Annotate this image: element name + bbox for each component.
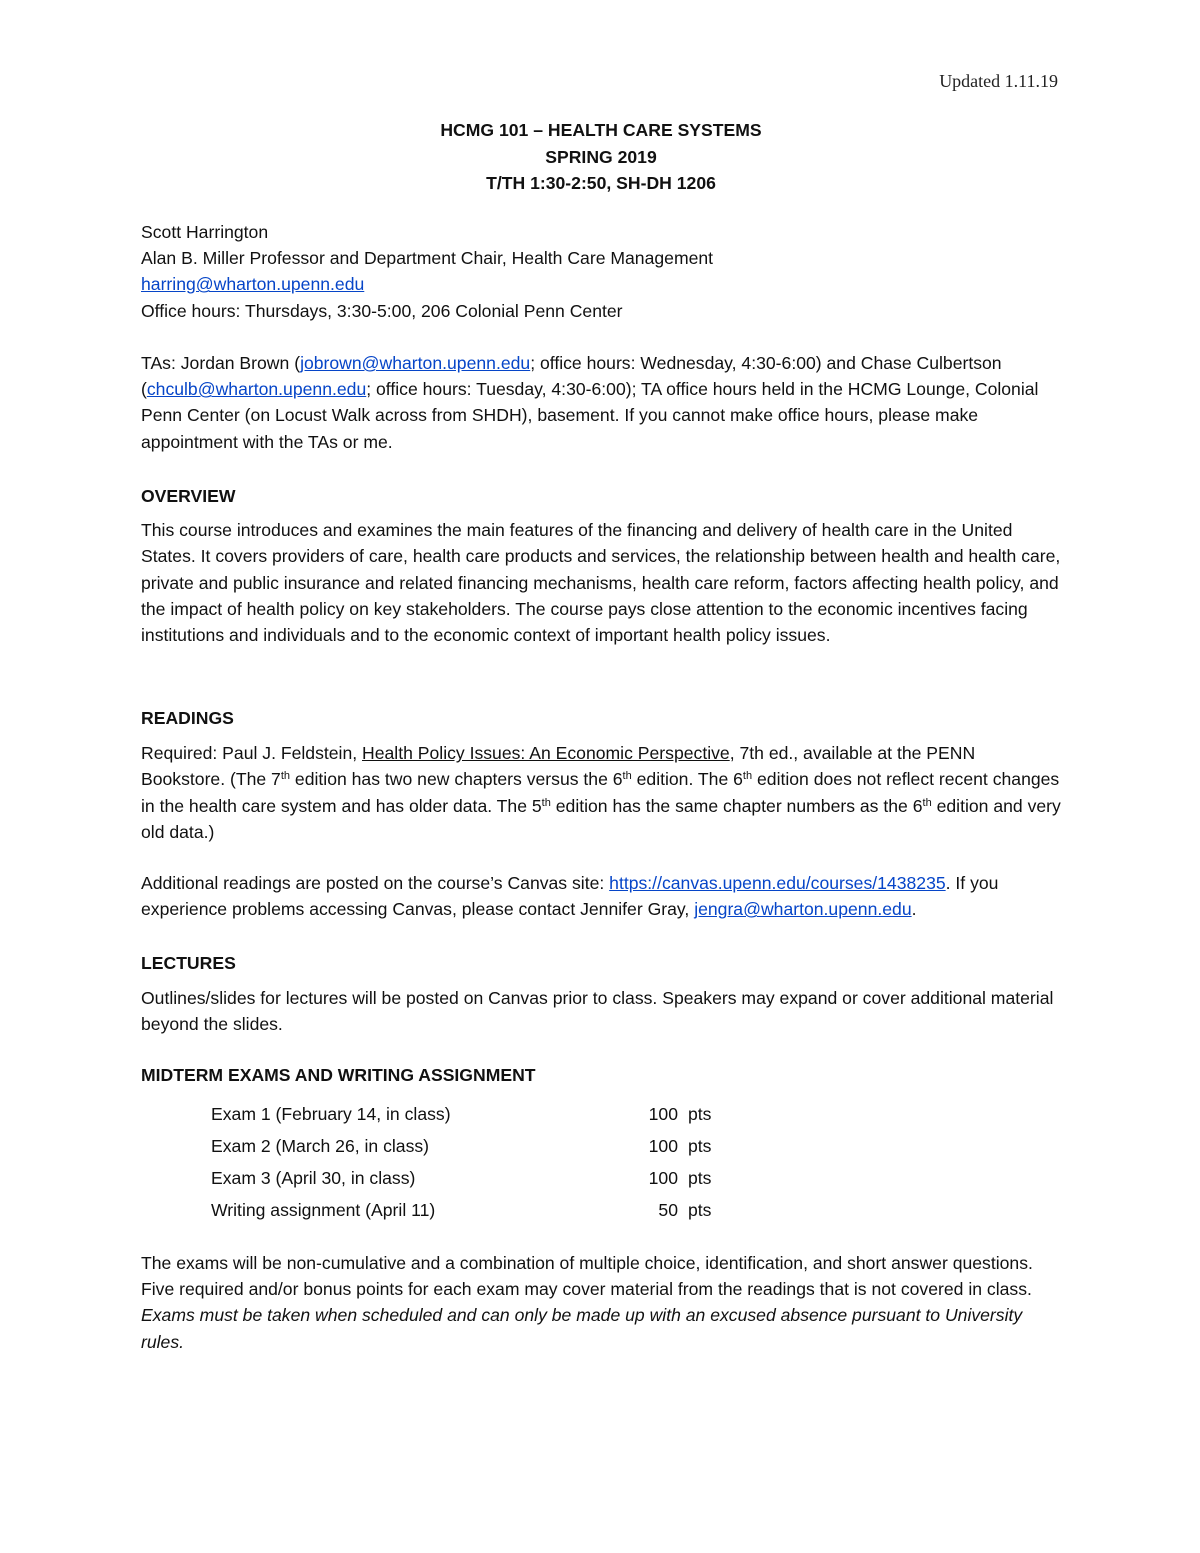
exam-points: 100	[648, 1167, 678, 1188]
ta-text-2: ; office hours: Wednesday, 4:30-6:00) and Chase Culbertson (	[141, 353, 1002, 400]
ta-text-3: ; office hours: Tuesday, 4:30-6:00); TA office hours held in the HCMG Lounge, Colonial Penn Center (on Locust Walk across from SHDH), basement. If you cannot make office hours, please make appointment with the TAs or me.	[141, 379, 1039, 452]
readings-text: edition has two new chapters versus the 6	[290, 769, 623, 790]
superscript: th	[280, 770, 291, 783]
readings-text: edition and very old data.)	[141, 795, 1061, 842]
textbook-title: Health Policy Issues: An Economic Perspective	[362, 743, 730, 764]
exam-points: 50	[658, 1199, 678, 1220]
lectures-heading: LECTURES	[141, 953, 236, 973]
ta-email-chase-link[interactable]: chculb@wharton.upenn.edu	[146, 379, 367, 400]
table-row	[211, 1194, 711, 1226]
readings-text: Required: Paul J. Feldstein,	[141, 743, 363, 764]
contact-email-link[interactable]: jengra@wharton.upenn.edu	[694, 899, 912, 920]
points-unit: pts	[688, 1135, 712, 1156]
grading-table	[211, 1098, 711, 1226]
exam-label: Exam 3 (April 30, in class)	[211, 1167, 416, 1188]
points-unit: pts	[688, 1103, 712, 1124]
overview-section	[141, 483, 1061, 648]
instructor-info	[141, 219, 1061, 324]
table-row	[211, 1130, 711, 1162]
readings-text: Additional readings are posted on the course’s Canvas site:	[141, 873, 610, 894]
table-row	[211, 1098, 711, 1130]
superscript: th	[922, 796, 932, 809]
course-schedule: T/TH 1:30-2:50, SH-DH 1206	[486, 173, 716, 193]
instructor-name: Scott Harrington	[141, 222, 269, 242]
canvas-link[interactable]: https://canvas.upenn.edu/courses/1438235	[609, 873, 946, 894]
superscript: th	[742, 770, 753, 783]
superscript: th	[622, 770, 632, 783]
exam-policy	[141, 1250, 1061, 1355]
instructor-position: Alan B. Miller Professor and Department Chair, Health Care Management	[141, 248, 714, 269]
exam-label: Writing assignment (April 11)	[211, 1199, 436, 1220]
ta-paragraph	[141, 350, 1061, 455]
lectures-section	[141, 950, 1061, 1038]
lectures-text: Outlines/slides for lectures will be posted on Canvas prior to class. Speakers may expand or cover additional material beyond the slides.	[141, 988, 1054, 1035]
readings-section	[141, 705, 1061, 922]
readings-text: edition does not reflect recent changes in the health care system and has older data. The 5	[141, 769, 1060, 816]
readings-text: . If you experience problems accessing Canvas, please contact Jennifer Gray,	[141, 873, 999, 920]
exams-heading: MIDTERM EXAMS AND WRITING ASSIGNMENT	[141, 1065, 536, 1085]
exam-points: 100	[648, 1103, 678, 1124]
ta-text-1: TAs: Jordan Brown (	[141, 353, 301, 373]
exam-label: Exam 2 (March 26, in class)	[211, 1135, 430, 1156]
readings-text: edition has the same chapter numbers as the 6	[550, 795, 923, 816]
readings-additional	[141, 870, 1061, 922]
course-title: HCMG 101 – HEALTH CARE SYSTEMS	[440, 120, 762, 140]
overview-heading: OVERVIEW	[141, 486, 236, 506]
exams-section	[141, 1062, 1061, 1088]
points-unit: pts	[688, 1199, 712, 1220]
instructor-office-hours: Office hours: Thursdays, 3:30-5:00, 206 Colonial Penn Center	[141, 300, 623, 321]
readings-required	[141, 740, 1061, 845]
superscript: th	[541, 796, 551, 809]
instructor-email-link[interactable]: harring@wharton.upenn.edu	[141, 274, 365, 295]
exam-policy-text	[141, 1250, 1061, 1355]
course-header	[141, 117, 1061, 197]
course-term: SPRING 2019	[545, 146, 657, 167]
points-unit: pts	[688, 1167, 712, 1188]
readings-text: , 7th ed., available at the PENN Bookstore. (The 7	[141, 743, 976, 790]
table-row	[211, 1162, 711, 1194]
readings-text: edition. The 6	[631, 769, 743, 790]
ta-email-jordan-link[interactable]: jobrown@wharton.upenn.edu	[300, 353, 531, 373]
readings-text: .	[911, 899, 917, 920]
exam-note: The exams will be non-cumulative and a combination of multiple choice, identification, and short answer questions. Five required and/or bonus points for each exam may cover material from the readings that is not covered in class.	[141, 1253, 1033, 1300]
ta-info	[141, 350, 1061, 455]
exam-points: 100	[648, 1135, 678, 1156]
updated-date: Updated 1.11.19	[939, 71, 1058, 91]
readings-heading: READINGS	[141, 708, 234, 728]
overview-text: This course introduces and examines the main features of the financing and delivery of health care in the United States. It covers providers of care, health care products and services, the relationship between health and health care, private and public insurance and related financing mechanisms, health care reform, factors affecting health policy, and the impact of health policy on key stakeholders. The course pays close attention to the economic incentives facing institutions and individuals and to the economic context of important health policy issues.	[141, 520, 1061, 646]
exam-label: Exam 1 (February 14, in class)	[211, 1103, 451, 1124]
exam-note-italic: Exams must be taken when scheduled and can only be made up with an excused absence pursuant to University rules.	[141, 1305, 1023, 1352]
